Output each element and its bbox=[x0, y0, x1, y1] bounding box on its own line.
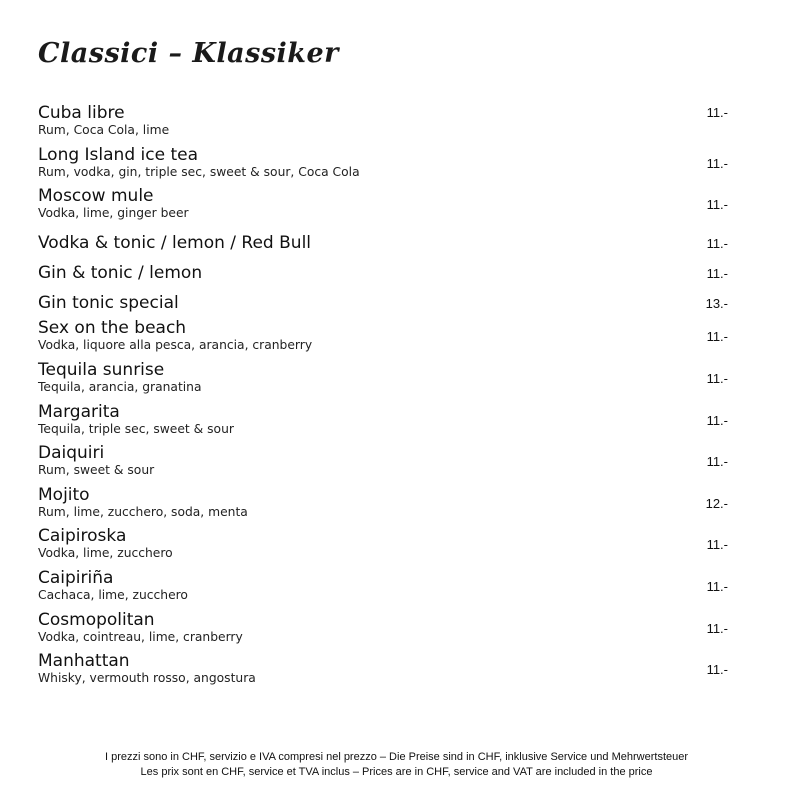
drink-price: 11.- bbox=[706, 412, 728, 428]
price-notice bbox=[0, 750, 793, 780]
drink-price: 13.- bbox=[705, 296, 728, 312]
drink-price: 11.- bbox=[706, 265, 728, 281]
drink-ingredients: Rum, vodka, gin, triple sec, sweet & sour, Coca Cola bbox=[38, 164, 360, 179]
drink-name: Mojito bbox=[38, 484, 90, 505]
menu-item bbox=[38, 103, 730, 145]
menu-title: Classici – Klassiker bbox=[38, 38, 339, 69]
drink-name: Gin tonic special bbox=[38, 293, 179, 314]
menu-item bbox=[38, 610, 730, 652]
drink-ingredients: Vodka, liquore alla pesca, arancia, cranberry bbox=[38, 338, 313, 353]
drink-price: 11.- bbox=[706, 370, 728, 386]
price-notice-line-1: I prezzi sono in CHF, servizio e IVA compresi nel prezzo – Die Preise sind in CHF, inklusive Service und Mehrwertsteuer bbox=[104, 751, 689, 763]
drink-price: 11.- bbox=[706, 155, 728, 171]
menu-item bbox=[38, 258, 730, 288]
drink-name: Caipiroska bbox=[38, 526, 127, 547]
drink-price: 11.- bbox=[706, 620, 728, 636]
drink-name: Sex on the beach bbox=[38, 318, 187, 339]
drink-name: Tequila sunrise bbox=[38, 359, 165, 380]
drink-name: Daiquiri bbox=[38, 443, 105, 464]
drink-name: Manhattan bbox=[38, 651, 130, 672]
drink-price: 11.- bbox=[706, 105, 728, 120]
drink-ingredients: Whisky, vermouth rosso, angostura bbox=[38, 671, 256, 686]
menu-item bbox=[38, 228, 730, 258]
drink-name: Caipiriña bbox=[38, 567, 114, 588]
drink-ingredients: Vodka, lime, ginger beer bbox=[38, 206, 189, 221]
menu-item bbox=[38, 186, 730, 228]
menu-item bbox=[38, 526, 730, 568]
drink-name: Margarita bbox=[38, 401, 120, 422]
menu-item bbox=[38, 443, 730, 485]
menu-item bbox=[38, 318, 730, 360]
drink-ingredients: Tequila, arancia, granatina bbox=[38, 379, 202, 394]
menu-item bbox=[38, 288, 730, 318]
menu-item bbox=[38, 145, 730, 187]
drink-price: 11.- bbox=[706, 578, 728, 594]
drink-price: 11.- bbox=[706, 235, 728, 251]
drink-ingredients: Cachaca, lime, zucchero bbox=[38, 587, 188, 602]
drink-name: Long Island ice tea bbox=[38, 144, 198, 165]
drink-ingredients: Rum, sweet & sour bbox=[38, 463, 155, 478]
drink-price: 12.- bbox=[705, 495, 728, 511]
price-notice-line-2: Les prix sont en CHF, service et TVA inclus – Prices are in CHF, service and VAT are included in the price bbox=[140, 766, 653, 778]
menu-item bbox=[38, 402, 730, 444]
drink-price: 11.- bbox=[706, 197, 728, 213]
menu-item bbox=[38, 651, 730, 693]
drink-name: Gin & tonic / lemon bbox=[38, 262, 203, 283]
drink-name: Moscow mule bbox=[38, 186, 154, 207]
drink-price: 11.- bbox=[706, 662, 728, 678]
drink-ingredients: Vodka, cointreau, lime, cranberry bbox=[38, 629, 243, 644]
drink-price: 11.- bbox=[706, 454, 728, 470]
menu-item bbox=[38, 360, 730, 402]
drink-list bbox=[38, 103, 730, 693]
drink-price: 11.- bbox=[706, 329, 728, 345]
menu-item bbox=[38, 568, 730, 610]
drink-ingredients: Tequila, triple sec, sweet & sour bbox=[38, 421, 234, 436]
drink-ingredients: Rum, lime, zucchero, soda, menta bbox=[38, 504, 248, 519]
drink-ingredients: Vodka, lime, zucchero bbox=[38, 546, 173, 561]
drink-ingredients: Rum, Coca Cola, lime bbox=[38, 123, 170, 137]
drink-price: 11.- bbox=[706, 537, 728, 553]
menu-item bbox=[38, 485, 730, 527]
drink-name: Cuba libre bbox=[38, 103, 125, 123]
drink-name: Cosmopolitan bbox=[38, 609, 155, 630]
drink-name: Vodka & tonic / lemon / Red Bull bbox=[38, 232, 312, 253]
